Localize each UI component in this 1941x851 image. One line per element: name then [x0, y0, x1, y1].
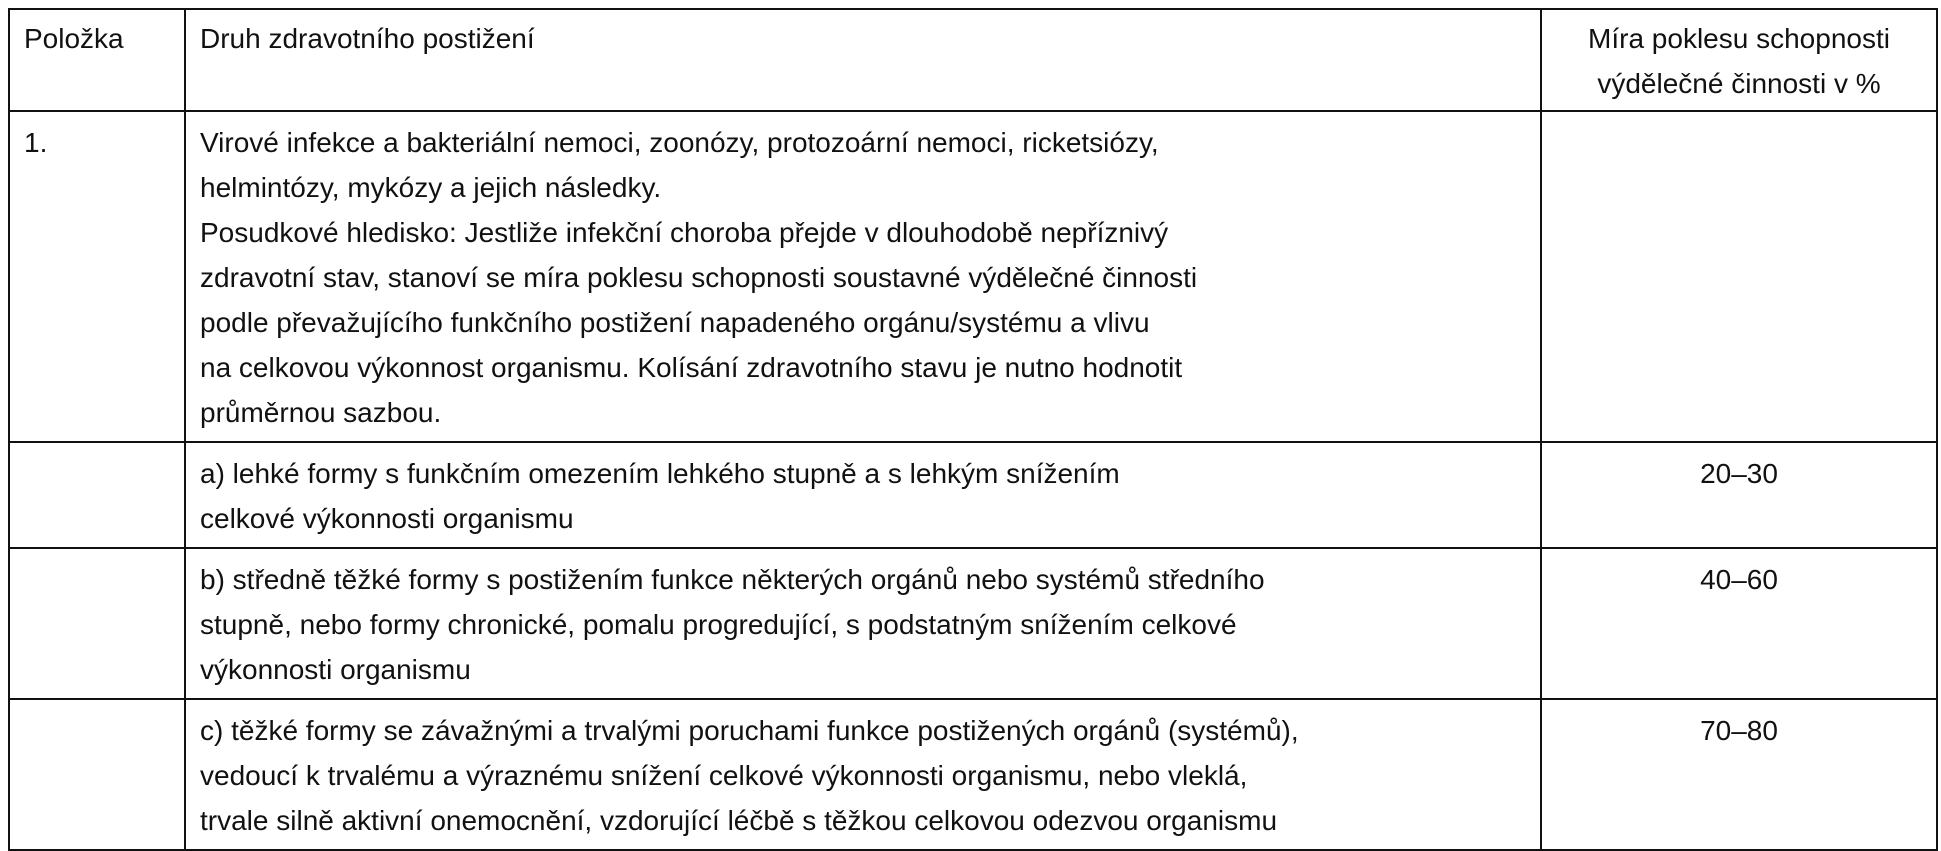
description-line: stupně, nebo formy chronické, pomalu progredující, s podstatným snížením celkové	[200, 609, 1237, 640]
header-row	[9, 9, 1937, 111]
description-line: trvale silně aktivní onemocnění, vzdorující léčbě s těžkou celkovou odezvou organismu	[200, 805, 1278, 836]
description-line: celkové výkonnosti organismu	[200, 503, 574, 534]
row-description	[185, 442, 1541, 548]
description-line: a) lehké formy s funkčním omezením lehkého stupně a s lehkým snížením	[200, 458, 1120, 489]
description-line: průměrnou sazbou.	[200, 397, 442, 428]
header-rate	[1541, 9, 1937, 111]
description-line: zdravotní stav, stanoví se míra poklesu schopnosti soustavné výdělečné činnosti	[200, 262, 1198, 293]
description-line: na celkovou výkonnost organismu. Kolísání zdravotního stavu je nutno hodnotit	[200, 352, 1183, 383]
row-rate: 70–80	[1541, 699, 1937, 850]
description-line: podle převažujícího funkčního postižení napadeného orgánu/systému a vlivu	[200, 307, 1150, 338]
row-description	[185, 111, 1541, 442]
header-type: Druh zdravotního postižení	[185, 9, 1541, 111]
row-item	[9, 442, 185, 548]
description-line: Virové infekce a bakteriální nemoci, zoonózy, protozoární nemoci, ricketsiózy,	[200, 127, 1159, 158]
header-rate-line1: Míra poklesu schopnosti	[1588, 23, 1890, 54]
disability-table	[8, 8, 1938, 851]
table-row	[9, 442, 1937, 548]
row-description	[185, 699, 1541, 850]
description-line: helmintózy, mykózy a jejich následky.	[200, 172, 662, 203]
row-item	[9, 548, 185, 699]
row-rate: 40–60	[1541, 548, 1937, 699]
row-rate	[1541, 111, 1937, 442]
header-item: Položka	[9, 9, 185, 111]
header-rate-line2: výdělečné činnosti v %	[1597, 68, 1881, 99]
row-item	[9, 699, 185, 850]
table-row	[9, 111, 1937, 442]
description-line: výkonnosti organismu	[200, 654, 471, 685]
description-line: c) těžké formy se závažnými a trvalými poruchami funkce postižených orgánů (systémů),	[200, 715, 1299, 746]
description-line: Posudkové hledisko: Jestliže infekční choroba přejde v dlouhodobě nepříznivý	[200, 217, 1169, 248]
table-row	[9, 548, 1937, 699]
row-item: 1.	[9, 111, 185, 442]
row-description	[185, 548, 1541, 699]
description-line: b) středně těžké formy s postižením funkce některých orgánů nebo systémů středního	[200, 564, 1265, 595]
table-row	[9, 699, 1937, 850]
row-rate: 20–30	[1541, 442, 1937, 548]
description-line: vedoucí k trvalému a výraznému snížení celkové výkonnosti organismu, nebo vleklá,	[200, 760, 1248, 791]
